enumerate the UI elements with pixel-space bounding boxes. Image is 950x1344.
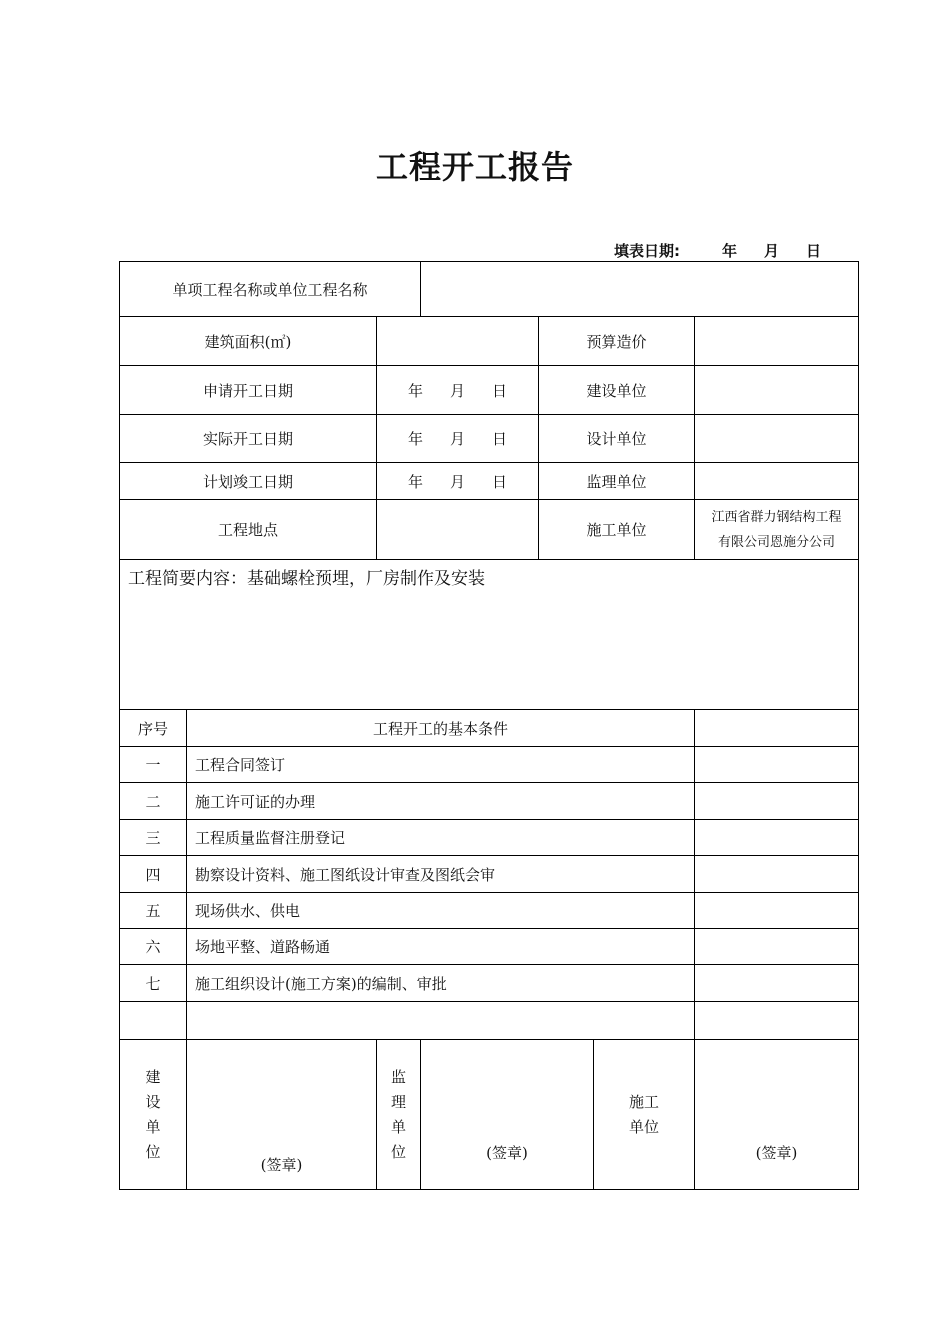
contractor-seal[interactable]: (签章) — [695, 1040, 859, 1190]
supervisor-label: 监理单位 — [539, 463, 695, 500]
year-unit: 年 — [408, 472, 424, 491]
condition-text: 工程合同签订 — [187, 747, 695, 783]
budget-label: 预算造价 — [539, 317, 695, 366]
builder-sign-char: 位 — [145, 1142, 161, 1161]
planned-finish-label: 计划竣工日期 — [120, 463, 377, 500]
location-value[interactable] — [377, 500, 539, 560]
day-unit: 日 — [492, 472, 508, 491]
contractor-label: 施工单位 — [539, 500, 695, 560]
supervisor-value[interactable] — [695, 463, 859, 500]
condition-no: 六 — [120, 929, 187, 965]
supervisor-sign-char: 单 — [391, 1117, 407, 1136]
page-title: 工程开工报告 — [375, 148, 574, 186]
day-unit: 日 — [492, 381, 508, 400]
designer-value[interactable] — [695, 415, 859, 463]
budget-value[interactable] — [695, 317, 859, 366]
supervisor-sign-char: 理 — [391, 1092, 407, 1111]
contractor-sign-label — [594, 1040, 695, 1190]
fill-date-year: 年 — [722, 242, 738, 260]
condition-status[interactable] — [695, 820, 859, 856]
month-unit: 月 — [450, 430, 466, 448]
condition-status[interactable] — [695, 929, 859, 965]
builder-sign-label — [120, 1040, 187, 1190]
month-unit: 月 — [450, 472, 466, 491]
fill-date-month: 月 — [764, 242, 780, 260]
conditions-header-extra — [695, 710, 859, 747]
condition-no: 四 — [120, 856, 187, 893]
condition-no: 一 — [120, 747, 187, 783]
actual-start-date[interactable] — [377, 415, 539, 463]
fill-date — [614, 240, 821, 261]
apply-start-date[interactable] — [377, 366, 539, 415]
conditions-header-no: 序号 — [120, 710, 187, 747]
location-label: 工程地点 — [120, 500, 377, 560]
condition-text: 施工组织设计(施工方案)的编制、审批 — [187, 965, 695, 1002]
condition-no: 三 — [120, 820, 187, 856]
builder-sign-char: 建 — [145, 1067, 161, 1086]
condition-no: 二 — [120, 783, 187, 820]
condition-no: 七 — [120, 965, 187, 1002]
condition-text: 场地平整、道路畅通 — [187, 929, 695, 965]
project-name-label: 单项工程名称或单位工程名称 — [120, 262, 421, 317]
contractor-value-line2: 有限公司恩施分公司 — [718, 534, 836, 550]
contractor-sign-line: 施工 — [629, 1092, 660, 1111]
fill-date-day: 日 — [806, 242, 822, 260]
area-label: 建筑面积(㎡) — [120, 317, 377, 366]
builder-sign-char: 单 — [145, 1117, 161, 1136]
project-name-value[interactable] — [421, 262, 859, 317]
report-table — [119, 261, 859, 1190]
conditions-header-title: 工程开工的基本条件 — [187, 710, 695, 747]
condition-text: 施工许可证的办理 — [187, 783, 695, 820]
designer-label: 设计单位 — [539, 415, 695, 463]
condition-text: 现场供水、供电 — [187, 893, 695, 929]
condition-text: 工程质量监督注册登记 — [187, 820, 695, 856]
month-unit: 月 — [450, 381, 466, 400]
planned-finish-date[interactable] — [377, 463, 539, 500]
builder-sign-char: 设 — [145, 1092, 161, 1111]
apply-start-label: 申请开工日期 — [120, 366, 377, 415]
condition-status-empty[interactable] — [695, 1002, 859, 1040]
supervisor-seal[interactable]: (签章) — [421, 1040, 594, 1190]
contractor-sign-line: 单位 — [629, 1117, 660, 1136]
condition-text: 勘察设计资料、施工图纸设计审查及图纸会审 — [187, 856, 695, 893]
builder-label: 建设单位 — [539, 366, 695, 415]
builder-seal[interactable]: (签章) — [187, 1040, 377, 1190]
year-unit: 年 — [408, 430, 424, 448]
supervisor-sign-char: 监 — [391, 1067, 407, 1086]
condition-no-empty — [120, 1002, 187, 1040]
supervisor-sign-char: 位 — [391, 1142, 407, 1161]
condition-status[interactable] — [695, 747, 859, 783]
area-value[interactable] — [377, 317, 539, 366]
fill-date-label: 填表日期: — [614, 242, 680, 260]
actual-start-label: 实际开工日期 — [120, 415, 377, 463]
condition-status[interactable] — [695, 965, 859, 1002]
contractor-value-line1: 江西省群力钢结构工程 — [711, 509, 842, 525]
supervisor-sign-label — [377, 1040, 421, 1190]
day-unit: 日 — [492, 430, 508, 448]
condition-text-empty[interactable] — [187, 1002, 695, 1040]
year-unit: 年 — [408, 381, 424, 400]
condition-no: 五 — [120, 893, 187, 929]
condition-status[interactable] — [695, 783, 859, 820]
builder-value[interactable] — [695, 366, 859, 415]
condition-status[interactable] — [695, 893, 859, 929]
condition-status[interactable] — [695, 856, 859, 893]
contractor-value[interactable] — [695, 500, 859, 560]
project-summary[interactable]: 工程简要内容：基础螺栓预埋，厂房制作及安装 — [120, 560, 859, 710]
